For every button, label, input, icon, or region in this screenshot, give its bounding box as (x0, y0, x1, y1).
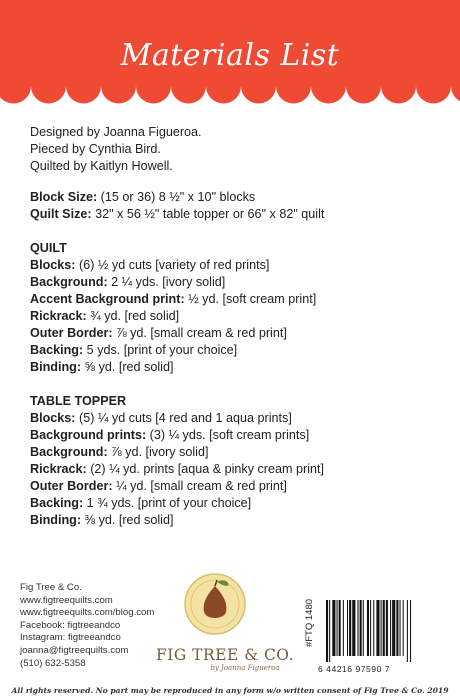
material-item (30, 478, 324, 495)
material-item (30, 359, 316, 376)
material-item (30, 342, 316, 359)
table-topper-materials (30, 393, 324, 529)
material-label: Outer Border: (30, 326, 113, 340)
quilt-size-label: Quilt Size: (30, 207, 92, 221)
material-value: ¾ yd. [red solid] (86, 309, 180, 323)
banner-scallop (381, 69, 416, 104)
quilt-size (30, 206, 324, 223)
credits (30, 124, 202, 175)
logo-tagline: by Joanna Figueroa (210, 664, 280, 672)
barcode-bar (363, 600, 364, 656)
barcode-bar (386, 600, 388, 656)
barcode-bar (376, 600, 379, 656)
barcode-bar (396, 600, 398, 656)
size-info (30, 189, 324, 223)
copyright-notice: All rights reserved. No part may be reproduced in any form w/o written consent of Fig Tree & Co. 2019 (11, 686, 449, 695)
barcode-bar (373, 600, 374, 656)
material-value: 5 yds. [print of your choice] (83, 343, 238, 357)
material-label: Rickrack: (30, 309, 87, 323)
barcode-bar (326, 600, 328, 662)
barcode-bar (381, 600, 382, 656)
website-link[interactable]: www.figtreequilts.com (20, 594, 113, 606)
section-title-table-topper: TABLE TOPPER (30, 394, 127, 408)
barcode-bar (329, 600, 330, 662)
material-label: Blocks: (30, 411, 76, 425)
barcode-bar (337, 600, 338, 656)
material-value: (6) ½ yd cuts [variety of red prints] (75, 258, 270, 272)
material-item (30, 291, 316, 308)
banner-scallop (311, 69, 346, 104)
barcode-bar (410, 600, 411, 662)
instagram-handle: Instagram: figtreeandco (20, 632, 121, 644)
material-value: (2) ¼ yd. prints [aqua & pinky cream print] (86, 462, 325, 476)
material-item (30, 461, 324, 478)
material-value: ¼ yd. [small cream & red print] (112, 479, 287, 493)
barcode-bar (383, 600, 385, 656)
material-value: ½ yd. [soft cream print] (184, 292, 317, 306)
material-label: Background: (30, 445, 108, 459)
material-label: Background prints: (30, 428, 147, 442)
material-value: 2 ¼ yds. [ivory solid] (107, 275, 226, 289)
material-value: (3) ¼ yds. [soft cream prints] (146, 428, 310, 442)
material-value: ⅞ yd. [small cream & red print] (112, 326, 287, 340)
credit-designer: Designed by Joanna Figueroa. (30, 125, 202, 139)
banner-scallop (66, 69, 101, 104)
material-value: (5) ¼ yd cuts [4 red and 1 aqua prints] (75, 411, 292, 425)
credit-quilter: Quilted by Kaitlyn Howell. (30, 159, 173, 173)
material-value: ⅞ yd. [ivory solid] (107, 445, 209, 459)
barcode-bar (349, 600, 351, 656)
material-label: Binding: (30, 360, 82, 374)
material-item (30, 495, 324, 512)
barcode-bar (347, 600, 348, 656)
barcode-bar (360, 600, 362, 656)
barcode (322, 600, 440, 662)
material-item (30, 444, 324, 461)
block-size-value: (15 or 36) 8 ½" x 10" blocks (97, 190, 256, 204)
phone-number: (510) 632-5358 (20, 657, 86, 669)
barcode-bar (367, 600, 369, 656)
banner-scallop (206, 69, 241, 104)
material-item (30, 325, 316, 342)
banner-scallop (136, 69, 171, 104)
material-label: Backing: (30, 343, 84, 357)
material-value: ⅜ yd. [red solid] (81, 513, 174, 527)
barcode-bar (358, 600, 359, 656)
facebook-handle: Facebook: figtreeandco (20, 619, 121, 631)
barcode-bar (370, 600, 371, 656)
material-item (30, 512, 324, 529)
material-item (30, 257, 316, 274)
material-label: Outer Border: (30, 479, 113, 493)
material-item (30, 410, 324, 427)
section-title-quilt: QUILT (30, 241, 67, 255)
banner-scallop (346, 69, 381, 104)
material-item (30, 274, 316, 291)
banner-scallop (241, 69, 276, 104)
barcode-number: 6 44216 97590 7 (318, 664, 391, 674)
material-label: Rickrack: (30, 462, 87, 476)
material-label: Binding: (30, 513, 82, 527)
page-title: Materials List (120, 38, 340, 73)
material-label: Blocks: (30, 258, 76, 272)
barcode-bar (339, 600, 341, 656)
barcode-bar (343, 600, 344, 656)
material-label: Backing: (30, 496, 84, 510)
credit-piecer: Pieced by Cynthia Bird. (30, 142, 161, 156)
banner-scallop (31, 69, 66, 104)
material-label: Background: (30, 275, 108, 289)
sku-code: #FTQ 1480 (304, 598, 315, 648)
barcode-bar (352, 600, 355, 656)
email-link[interactable]: joanna@figtreequilts.com (20, 644, 129, 656)
title-banner (0, 0, 460, 112)
fig-icon (150, 568, 280, 648)
barcode-bar (400, 600, 401, 656)
banner-scallop (101, 69, 136, 104)
block-size (30, 189, 324, 206)
quilt-materials (30, 240, 316, 376)
barcode-bar (390, 600, 391, 656)
material-item (30, 427, 324, 444)
quilt-size-value: 32" x 56 ½" table topper or 66" x 82" quilt (91, 207, 325, 221)
material-value: 1 ¾ yds. [print of your choice] (83, 496, 252, 510)
material-item (30, 308, 316, 325)
barcode-bar (403, 600, 404, 656)
banner-scallop (276, 69, 311, 104)
barcode-bar (407, 600, 408, 662)
barcode-bar (332, 600, 335, 656)
material-value: ⅝ yd. [red solid] (81, 360, 174, 374)
block-size-label: Block Size: (30, 190, 98, 204)
banner-scallop (416, 69, 451, 104)
blog-link[interactable]: www.figtreequilts.com/blog.com (20, 607, 155, 619)
logo-wordmark: FIG TREE & CO. (155, 646, 295, 664)
barcode-bar (392, 600, 395, 656)
contact-info (20, 582, 154, 670)
material-label: Accent Background print: (30, 292, 185, 306)
company-name: Fig Tree & Co. (20, 582, 82, 593)
banner-scallop (171, 69, 206, 104)
